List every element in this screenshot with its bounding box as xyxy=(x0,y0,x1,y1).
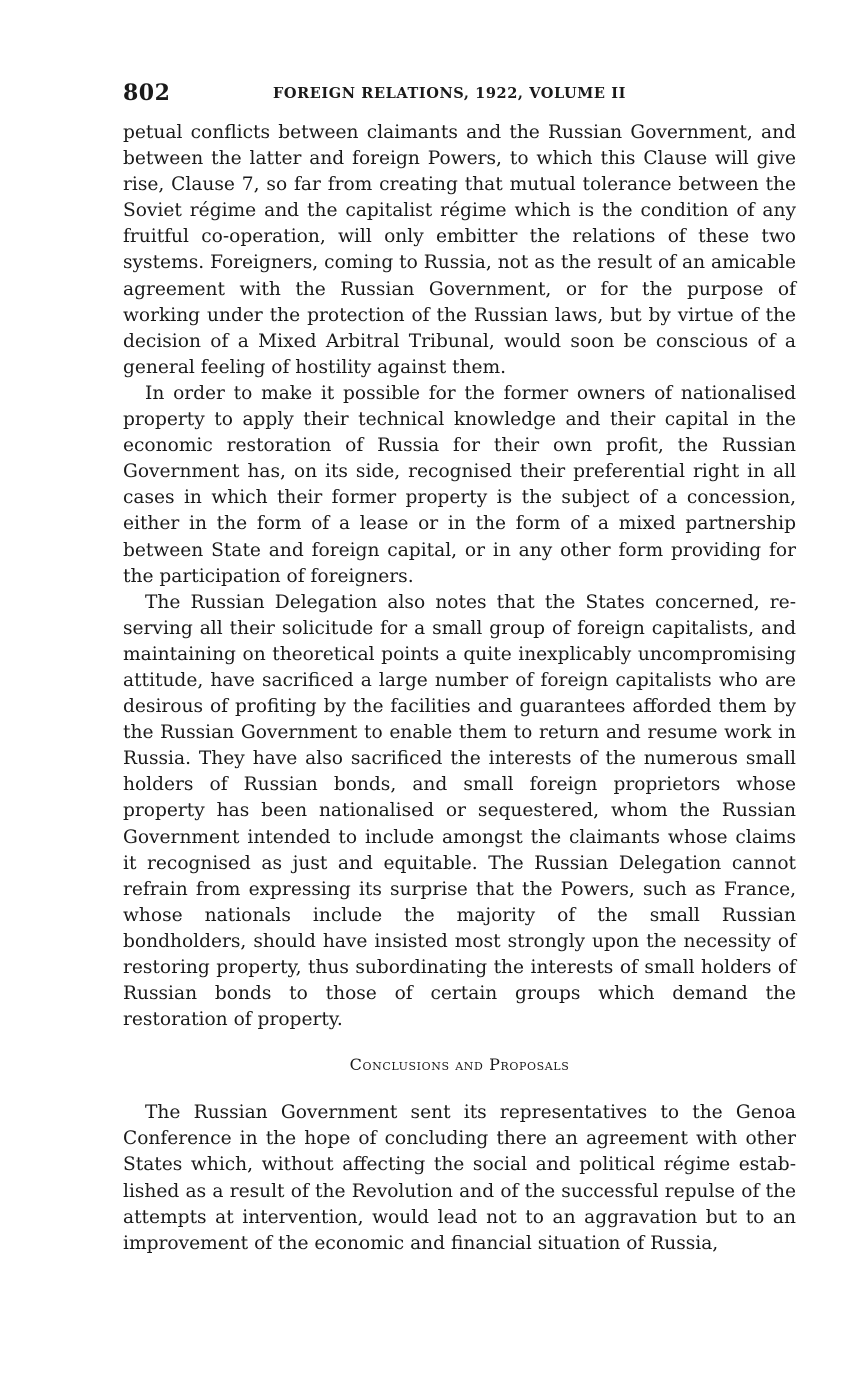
running-title: FOREIGN RELATIONS, 1922, VOLUME II xyxy=(273,85,627,102)
paragraph-continuation: petual conflicts between claimants and the Russian Government, and between the latter and foreign Powers, to which this Clause will give rise, Clause 7, so far from creating that mutual tolerance between the Soviet régime and the capitalist régime which is the condition of any fruitful co-operation, will only embitter the relations of these two systems. Foreigners, coming to Russia, not as the result of an amicable agreement with the Russian Government, or for the purpose of working under the protection of the Russian laws, but by virtue of the decision of a Mixed Arbitral Tribunal, would soon be conscious of a general feeling of hostility against them. xyxy=(123,122,796,378)
paragraph-conclusions: The Russian Government sent its representatives to the Genoa Conference in the hope of concluding there an agreement with other States which, without affecting the social and political régime established as a result of the Revolution and of the successful repulse of the attempts at intervention, would lead not to an aggravation but to an improvement of the economic and financial situation of Russia, xyxy=(123,1102,796,1254)
document-page xyxy=(123,80,796,1257)
paragraph-delegation-notes: The Russian Delegation also notes that the States concerned, reserving all their solicitude for a small group of foreign capitalists, and maintaining on theoretical points a quite inexplicably uncompromising attitude, have sacrificed a large number of foreign capitalists who are desirous of profiting by the facilities and guarantees afforded them by the Russian Government to enable them to return and resume work in Russia. They have also sacrificed the interests of the numerous small holders of Russian bonds, and small foreign proprietors whose property has been nationalised or sequestered, whom the Russian Government intended to include amongst the claimants whose claims it recognised as just and equitable. The Russian Delegation cannot refrain from expressing its surprise that the Powers, such as France, whose nationals include the majority of the small Russian bondholders, should have insisted most strongly upon the necessity of restoring property, thus subordinating the interests of small holders of Russian bonds to those of certain groups which demand the restoration of property. xyxy=(123,591,796,1031)
running-header xyxy=(123,80,796,116)
page-number: 802 xyxy=(123,80,171,106)
section-heading: Conclusions and Proposals xyxy=(349,1055,570,1075)
paragraph-preferential-right: In order to make it possible for the former owners of nationalised property to apply their technical knowledge and their capital in the economic restoration of Russia for their own profit, the Russian Government has, on its side, recognised their preferential right in all cases in which their former property is the subject of a concession, either in the form of a lease or in the form of a mixed partnership between State and foreign capital, or in any other form providing for the participation of foreigners. xyxy=(123,382,796,587)
